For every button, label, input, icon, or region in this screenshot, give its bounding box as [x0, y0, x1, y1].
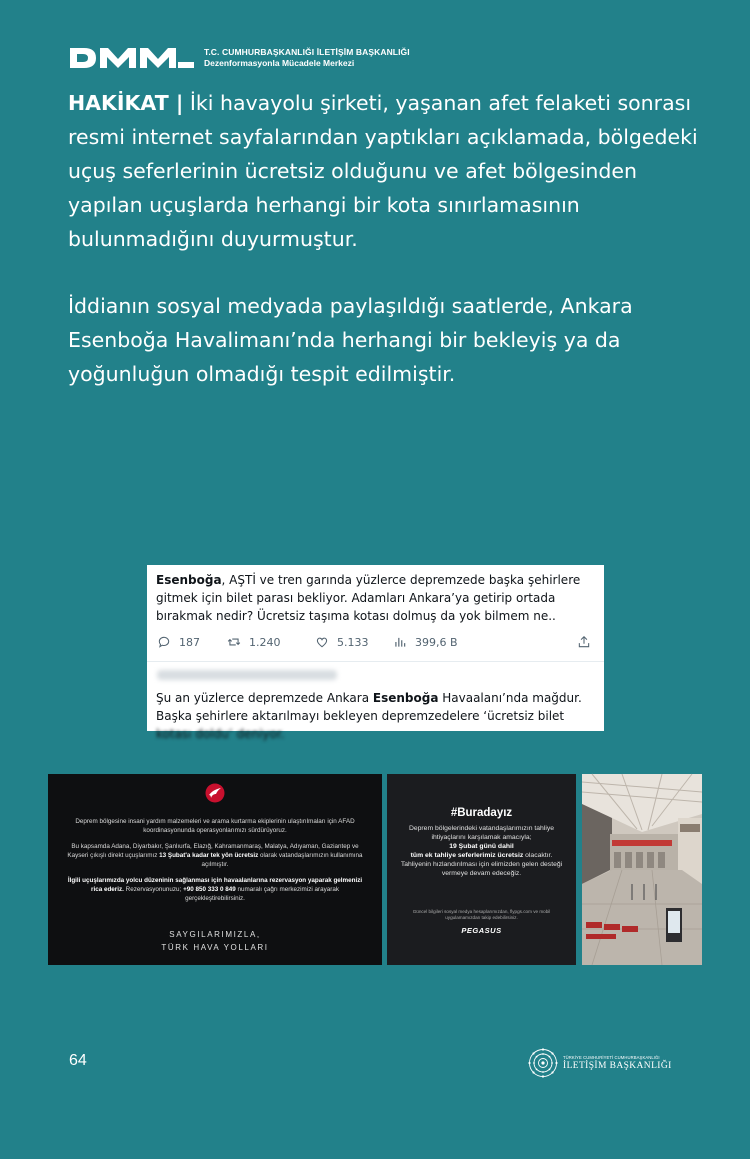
pegasus-announcement-card [387, 774, 576, 965]
tweet-text-2-a: Şu an yüzlerce depremzede Ankara [156, 691, 373, 705]
thy-paragraph-3 [62, 877, 368, 903]
hakikat-label: HAKİKAT | [68, 91, 184, 115]
tweet-screenshot [147, 565, 604, 741]
airport-terminal-image [582, 774, 702, 965]
heart-icon [315, 635, 329, 649]
views-chart-icon [393, 635, 407, 649]
pegasus-line-1: Deprem bölgelerindeki vatandaşlarımızın tahliye ihtiyaçlarını karşılamak amacıyla; [408, 825, 555, 841]
retweet-icon [227, 635, 241, 649]
pegasus-title: #Buradayız [450, 807, 513, 819]
header [68, 46, 410, 70]
reply-icon [157, 635, 171, 649]
header-institution: T.C. CUMHURBAŞKANLIĞI İLETİŞİM BAŞKANLIĞI [204, 47, 410, 57]
paragraph-1 [68, 86, 708, 256]
reply-count: 187 [179, 635, 200, 649]
like-stat [315, 635, 393, 649]
airport-photo [582, 774, 702, 965]
article-body [68, 86, 708, 391]
thy-p3-phone: +90 850 333 0 849 [183, 885, 236, 893]
thy-signature-1: SAYGILARIMIZLA, [169, 930, 261, 939]
blurred-username [157, 670, 337, 680]
tweet-text-2-tail: kotası doldu’ deniyor. [156, 727, 285, 741]
thy-signature-2: TÜRK HAVA YOLLARI [161, 943, 269, 952]
pegasus-logo: PEGASUS [461, 926, 502, 935]
thy-p3-bold: İlgili uçuşlarımızda yolcu düzeninin sağlanması için havaalanlarına rezervasyon yaparak gelmenizi rica ederiz. [67, 877, 363, 893]
thy-paragraph-1: Deprem bölgesine insani yardım malzemeleri ve arama kurtarma ekiplerinin ulaştırılmaları için AFAD koordinasyonunda operasyonlarımızı sürdürüyoruz. [75, 818, 355, 834]
views-count: 399,6 B [415, 635, 458, 649]
reply-stat [157, 635, 227, 649]
tweet-text-2 [156, 689, 596, 743]
tweet-text-2-bold: Esenboğa [372, 691, 439, 705]
page-number: 64 [69, 1052, 87, 1069]
tweet-text-1 [156, 571, 596, 625]
thy-p2-b: olarak vatandaşlarımızın kullanımına açılmıştır. [201, 851, 363, 868]
footer-line-2: İLETİŞİM BAŞKANLIĞI [563, 1061, 672, 1071]
footer-text [563, 1055, 672, 1071]
thy-p3-b: numaralı çağrı merkezimizi arayarak gerçekleştirebilirsiniz. [185, 885, 339, 902]
retweet-count: 1.240 [249, 635, 281, 649]
header-text [204, 47, 410, 69]
tweet-text-1-bold: Esenboğa [156, 573, 222, 587]
pegasus-bold-1: 19 Şubat günü dahil [449, 843, 514, 850]
thy-p2-a: Bu kapsamda Adana, Diyarbakır, Şanlıurfa, Elazığ, Kahramanmaraş, Malatya, Adıyaman, Gaziantep ve Kayseri çıkışlı direkt uçuşlarımız [67, 843, 359, 859]
pegasus-footnote: Güncel bilgileri sosyal medya hesaplarımızdan, flypgs.com ve mobil uygulamamızdan takip edebilirsiniz. [412, 909, 551, 920]
share-icon [577, 635, 591, 649]
thy-p2-bold: 13 Şubat'a kadar tek yön ücretsiz [159, 851, 259, 859]
dmm-logo [68, 46, 196, 70]
presidency-emblem-icon [528, 1048, 558, 1078]
footer-logo [528, 1048, 672, 1078]
pegasus-line-2: olacaktır. Tahliyenin hızlandırılması için elimizden gelen desteği vermeye devam edeceğiz. [400, 852, 563, 877]
tweet-text-1-rest: , AŞTİ ve tren garında yüzlerce depremzede başka şehirlere gitmek için bilet parası bekliyor. Adamları Ankara’ya getirip ortada bırakmak nedir? Ücretsiz taşıma kotası dolmuş da yok bilmem ne.. [156, 573, 581, 623]
pegasus-body [395, 824, 568, 878]
header-center-name: Dezenformasyonla Mücadele Merkezi [204, 58, 355, 68]
pegasus-bold-2: tüm ek tahliye seferlerimiz ücretsiz [410, 852, 524, 859]
like-count: 5.133 [337, 635, 369, 649]
retweet-stat [227, 635, 315, 649]
paragraph-1-text: İki havayolu şirketi, yaşanan afet felaketi sonrası resmi internet sayfalarından yaptıkları açıklamada, bölgedeki uçuş seferlerinin ücretsiz olduğunu ve afet bölgesinden yapılan uçuşlarda herhangi bir kota sınırlamasının bulunmadığını duyurmuştur. [68, 91, 698, 251]
views-stat [393, 635, 503, 649]
paragraph-2: İddianın sosyal medyada paylaşıldığı saatlerde, Ankara Esenboğa Havalimanı’nda herhangi bir bekleyiş ya da yoğunluğun olmadığı tespit edilmiştir. [68, 294, 633, 386]
footer-line-1: TÜRKİYE CUMHURİYETİ CUMHURBAŞKANLIĞI [563, 1055, 660, 1060]
thy-bird-logo-icon [205, 783, 225, 803]
tweet-divider [147, 661, 604, 662]
thy-p3-a: Rezervasyonunuzu; [123, 885, 184, 893]
thy-announcement-card [48, 774, 382, 965]
thy-paragraph-2 [62, 843, 368, 869]
tweet-stats [157, 633, 597, 651]
tweet-text-2-b: Havaalanı’nda mağdur. Başka şehirlere aktarılmayı bekleyen depremzedelere ‘ücretsiz bilet [156, 691, 582, 723]
